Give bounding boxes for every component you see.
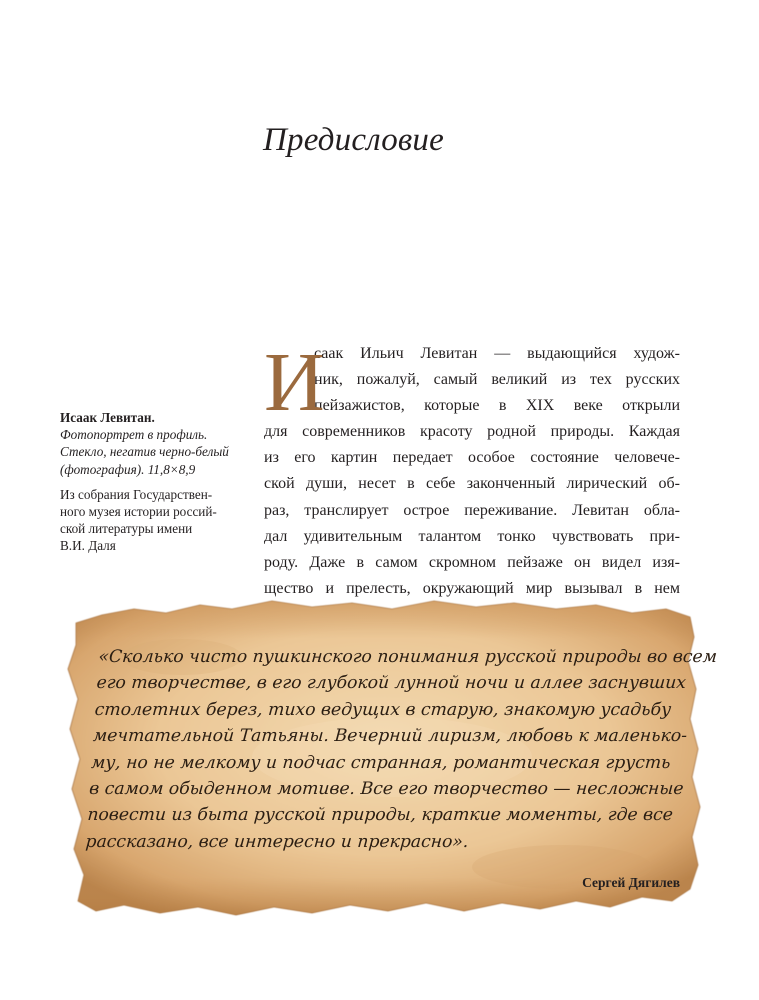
body-line: ник, пожалуй, самый великий из тех русских (314, 371, 680, 389)
quote-line: повести из быта русской природы, краткие моменты, где все (86, 805, 674, 826)
caption-description (60, 426, 246, 478)
body-line: щество и прелесть, окружающий мир вызывал в нем (264, 579, 680, 597)
body-line: для современников красоту родной природы. Каждая (264, 423, 680, 441)
caption-source-line: ской литературы имени (60, 521, 193, 537)
quote-line: рассказано, все интересно и прекрасно». (84, 831, 470, 852)
caption-name: Исаак Левитан. (60, 410, 155, 425)
caption-source-line: Из собрания Государствен- (60, 486, 213, 502)
quote-line: его творчестве, в его глубокой лунной ночи и аллее заснувших (95, 673, 687, 694)
quote-line: му, но не мелкому и подчас странная, романтическая грусть (90, 752, 672, 773)
caption-description-line: Фотопортрет в профиль. (60, 427, 208, 443)
body-line: саак Ильич Левитан — выдающийся худож- (314, 345, 680, 362)
quote-text (84, 644, 718, 855)
photo-caption (60, 409, 246, 555)
caption-description-line: Стекло, негатив черно-белый (60, 444, 229, 460)
body-line: раз, транслирует острое переживание. Левитан обла- (264, 501, 680, 519)
quote-line: в самом обыденном мотиве. Все его творчество — несложные (88, 778, 685, 799)
body-line: из его картин передает особое состояние человече- (264, 449, 680, 467)
body-line: пейзажистов, которые в XIX веке открыли (314, 397, 680, 415)
drop-cap: И (264, 336, 325, 429)
quote-author: Сергей Дягилев (582, 875, 680, 890)
body-line: роду. Даже в самом скромном пейзаже он видел изя- (264, 553, 680, 571)
caption-description-line: (фотография). 11,8×8,9 (60, 461, 196, 477)
quote-line: «Сколько чисто пушкинского понимания русской природы во всем (97, 647, 718, 667)
quote-line: мечтательной Татьяны. Вечерний лиризм, любовь к маленько- (92, 726, 688, 747)
caption-source (60, 486, 246, 555)
quote-line: столетних берез, тихо ведущих в старую, знакомую усадьбу (94, 699, 672, 720)
body-line: дал удивительным талантом тонко чувствовать при- (264, 527, 680, 545)
page-title: Предисловие (263, 122, 444, 158)
caption-source-line: В.И. Даля (60, 538, 116, 554)
caption-source-line: ного музея истории россий- (60, 504, 217, 520)
body-line: ской души, несет в себе законченный лирический об- (264, 475, 680, 493)
body-paragraph (264, 336, 680, 602)
